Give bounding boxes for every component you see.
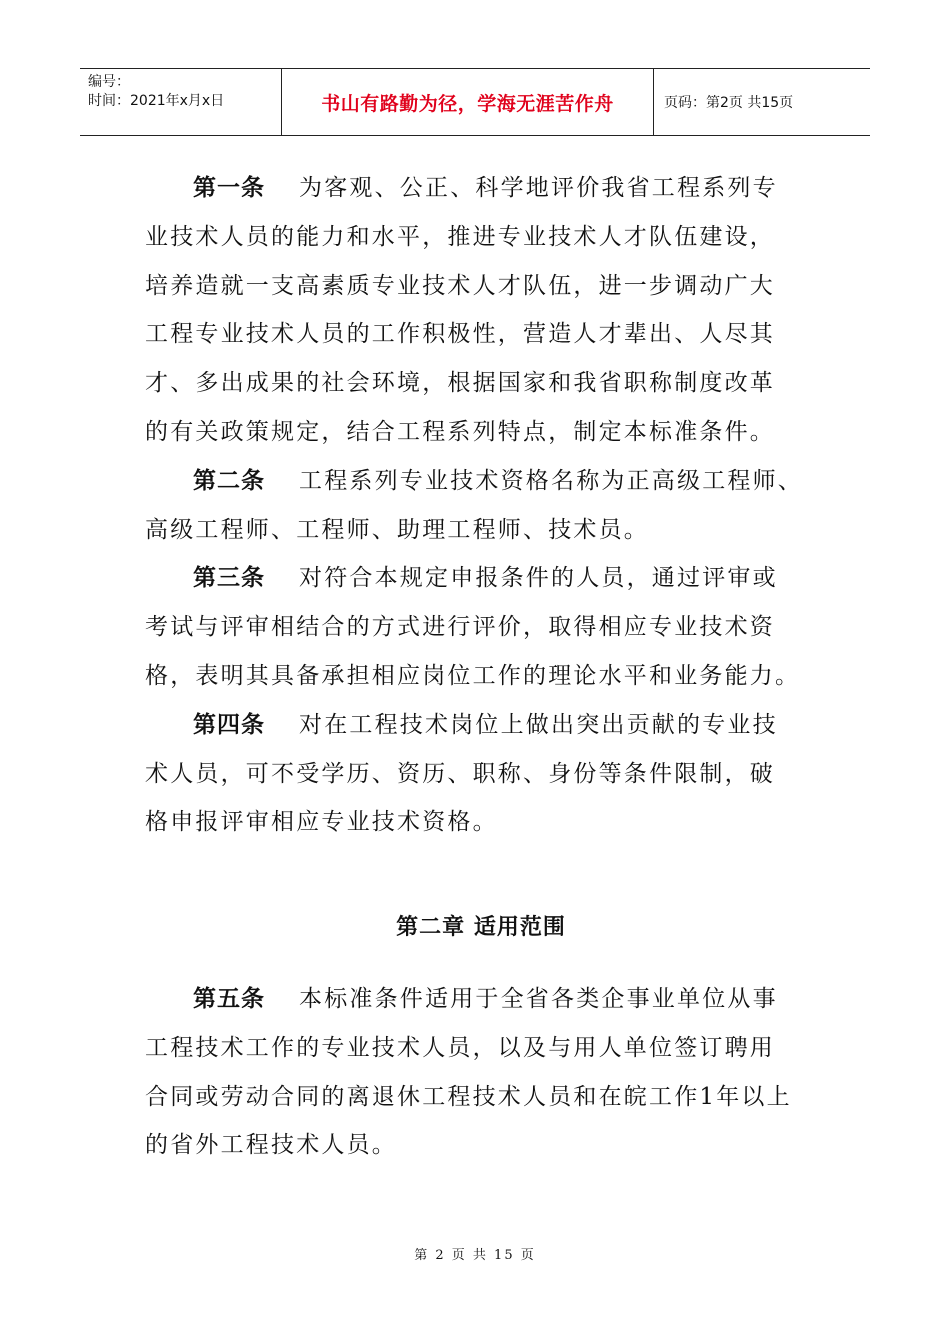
article-line: 对符合本规定申报条件的人员，通过评审或 bbox=[299, 565, 778, 592]
article-line: 工程专业技术人员的工作积极性，营造人才辈出、人尽其 bbox=[145, 321, 775, 348]
header-meta bbox=[80, 69, 282, 135]
article-line: 考试与评审相结合的方式进行评价，取得相应专业技术资 bbox=[145, 614, 775, 641]
article-title: 第四条 bbox=[193, 711, 265, 738]
article-1 bbox=[145, 164, 825, 457]
article-line: 对在工程技术岗位上做出突出贡献的专业技 bbox=[299, 711, 778, 738]
article-line: 工程系列专业技术资格名称为正高级工程师、 bbox=[299, 467, 803, 494]
header-page-label: 页码：第2页 共15页 bbox=[664, 95, 794, 111]
document-time-label: 时间：2021年x月x日 bbox=[88, 93, 225, 109]
article-3 bbox=[145, 554, 825, 700]
document-number-label: 编号： bbox=[88, 74, 130, 90]
article-line: 业技术人员的能力和水平，推进专业技术人才队伍建设， bbox=[145, 223, 775, 250]
article-title: 第一条 bbox=[193, 175, 265, 201]
page-header bbox=[80, 68, 870, 136]
article-line: 高级工程师、工程师、助理工程师、技术员。 bbox=[145, 516, 649, 543]
article-line: 格申报评审相应专业技术资格。 bbox=[145, 809, 498, 836]
chapter-title: 第二章 适用范围 bbox=[396, 915, 566, 941]
article-line: 格，表明其具备承担相应岗位工作的理论水平和业务能力。 bbox=[145, 662, 801, 689]
article-2 bbox=[145, 457, 825, 555]
article-title: 第二条 bbox=[193, 467, 265, 494]
article-line: 的有关政策规定，结合工程系列特点，制定本标准条件。 bbox=[145, 418, 775, 445]
article-line: 合同或劳动合同的离退休工程技术人员和在皖工作1年以上 bbox=[145, 1083, 792, 1110]
article-title: 第三条 bbox=[193, 565, 265, 592]
article-line: 术人员，可不受学历、资历、职称、身份等条件限制，破 bbox=[145, 760, 775, 787]
article-line: 本标准条件适用于全省各类企事业单位从事 bbox=[299, 985, 778, 1012]
article-line: 的省外工程技术人员。 bbox=[145, 1132, 397, 1159]
article-line: 培养造就一支高素质专业技术人才队伍，进一步调动广大 bbox=[145, 272, 775, 299]
article-5 bbox=[145, 975, 825, 1170]
article-line: 为客观、公正、科学地评价我省工程系列专 bbox=[299, 175, 778, 201]
document-body bbox=[145, 164, 825, 1170]
article-line: 工程技术工作的专业技术人员，以及与用人单位签订聘用 bbox=[145, 1034, 775, 1061]
page-footer: 第 2 页 共 15 页 bbox=[414, 1248, 536, 1263]
header-motto: 书山有路勤为径，学海无涯苦作舟 bbox=[282, 69, 654, 135]
article-4 bbox=[145, 701, 825, 847]
article-title: 第五条 bbox=[193, 985, 265, 1012]
article-line: 才、多出成果的社会环境，根据国家和我省职称制度改革 bbox=[145, 370, 775, 397]
